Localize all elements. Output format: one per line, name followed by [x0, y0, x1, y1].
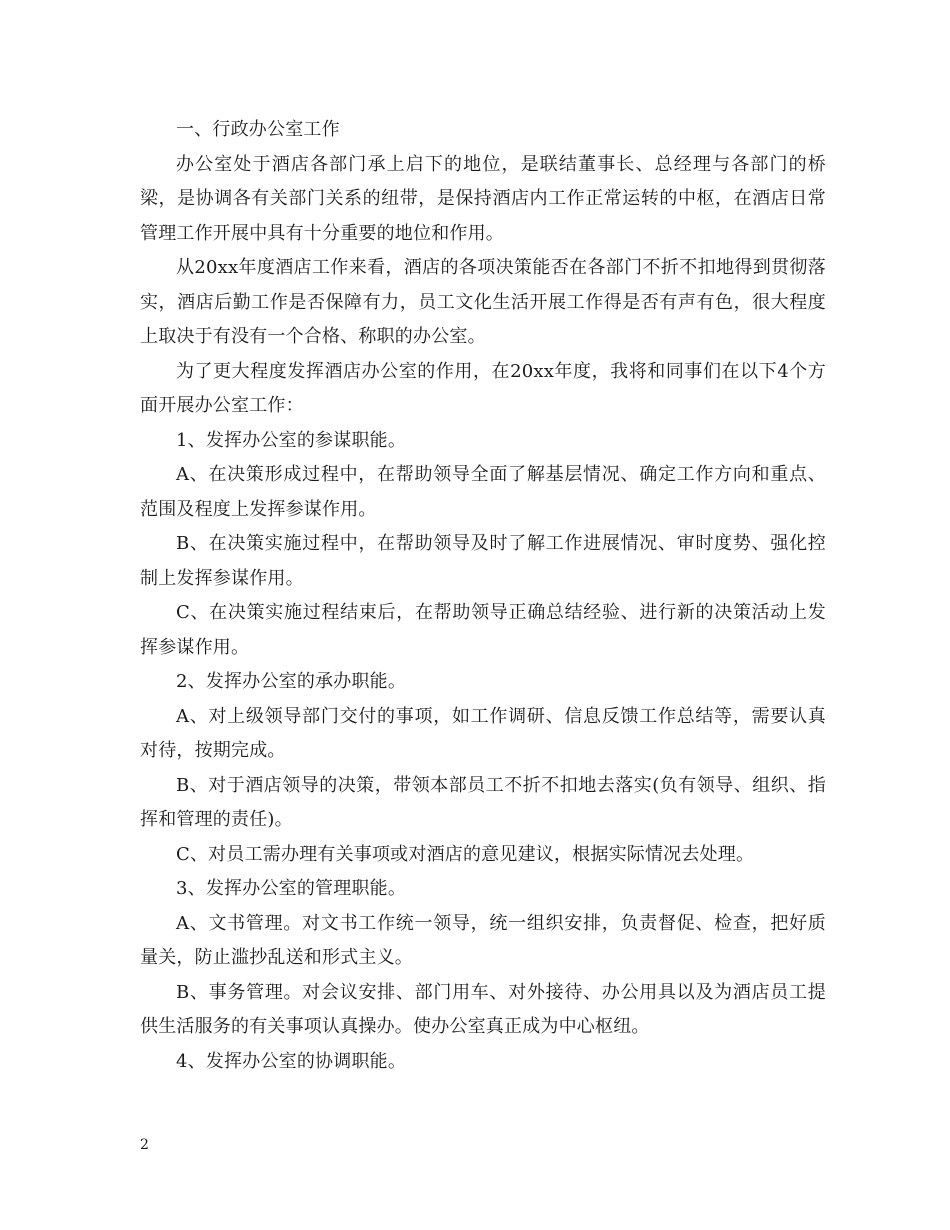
- list-item: C、在决策实施过程结束后，在帮助领导正确总结经验、进行新的决策活动上发挥参谋作用。: [140, 602, 826, 658]
- list-item: C、对员工需办理有关事项或对酒店的意见建议，根据实际情况去处理。: [176, 843, 755, 865]
- list-item: B、对于酒店领导的决策，带领本部员工不折不扣地去落实(负有领导、组织、指挥和管理的责任)。: [140, 774, 826, 830]
- paragraph: 办公室处于酒店各部门承上启下的地位，是联结董事长、总经理与各部门的桥梁，是协调各有关部门关系的纽带，是保持酒店内工作正常运转的中枢，在酒店日常管理工作开展中具有十分重要的地位和作用。: [140, 153, 826, 244]
- list-item: A、文书管理。对文书工作统一领导，统一组织安排，负责督促、检查，把好质量关，防止滥抄乱送和形式主义。: [140, 912, 826, 968]
- document-body: [140, 113, 826, 1079]
- list-heading: 2、发挥办公室的承办职能。: [176, 671, 407, 692]
- list-item: A、对上级领导部门交付的事项，如工作调研、信息反馈工作总结等，需要认真对待，按期完成。: [140, 705, 826, 761]
- list-heading: 1、发挥办公室的参谋职能。: [176, 429, 407, 451]
- list-item: B、事务管理。对会议安排、部门用车、对外接待、办公用具以及为酒店员工提供生活服务的有关事项认真操办。使办公室真正成为中心枢纽。: [140, 981, 826, 1037]
- list-item: B、在决策实施过程中，在帮助领导及时了解工作进展情况、审时度势、强化控制上发挥参谋作用。: [140, 533, 826, 589]
- list-heading: 3、发挥办公室的管理职能。: [176, 878, 407, 899]
- paragraph: 从20xx年度酒店工作来看，酒店的各项决策能否在各部门不折不扣地得到贯彻落实，酒店后勤工作是否保障有力，员工文化生活开展工作得是否有声有色，很大程度上取决于有没有一个合格、称职的办公室。: [140, 257, 826, 347]
- paragraph: 为了更大程度发挥酒店办公室的作用，在20xx年度，我将和同事们在以下4个方面开展办公室工作：: [140, 360, 826, 416]
- list-item: A、在决策形成过程中，在帮助领导全面了解基层情况、确定工作方向和重点、范围及程度上发挥参谋作用。: [140, 464, 826, 520]
- list-heading: 4、发挥办公室的协调职能。: [176, 1050, 407, 1072]
- page-number: 2: [140, 1137, 149, 1153]
- section-heading: 一、行政办公室工作: [176, 119, 340, 140]
